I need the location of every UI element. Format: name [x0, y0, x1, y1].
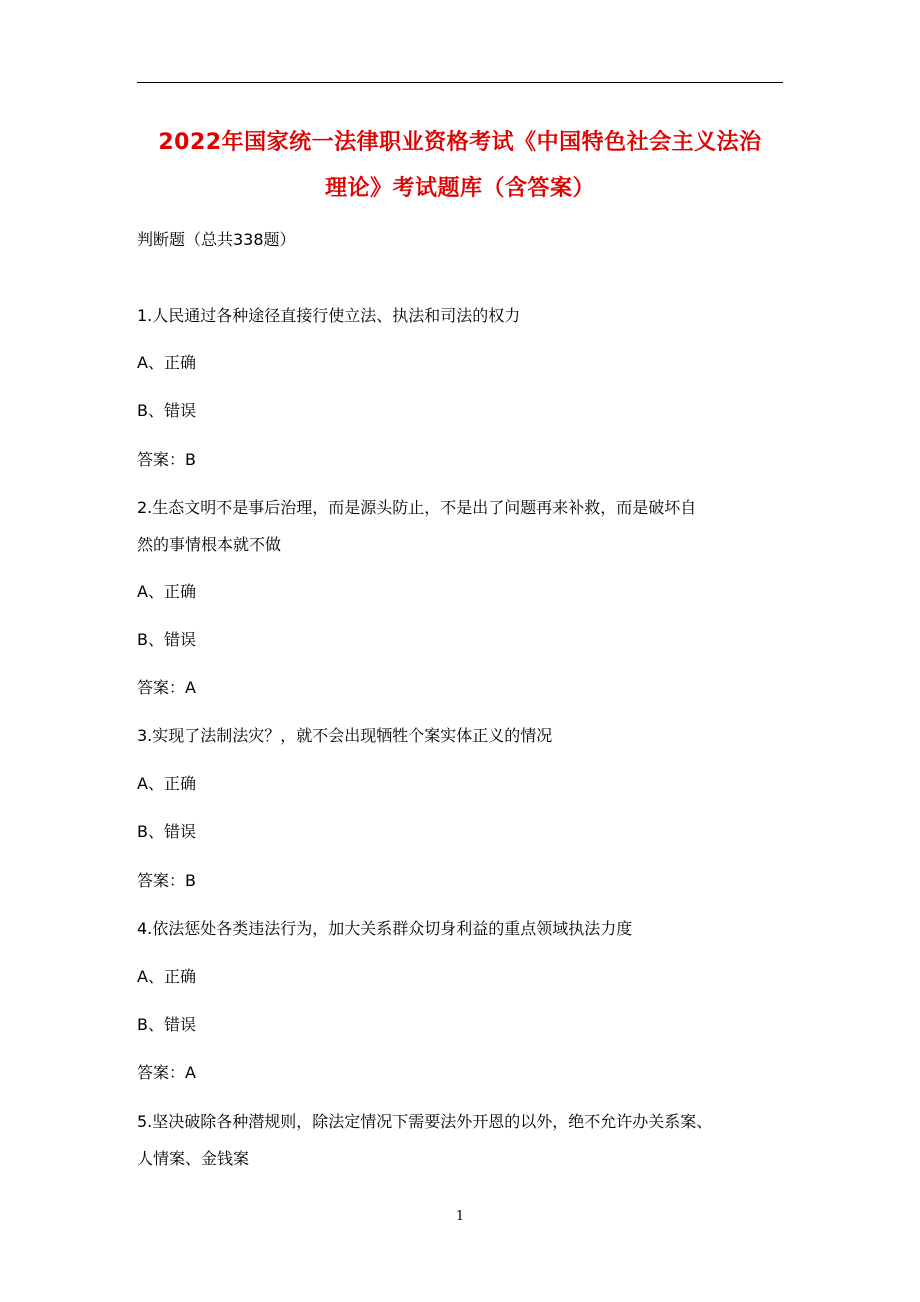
document-title-line-2: 理论》考试题库（含答案） [324, 176, 595, 201]
page-number: 1 [455, 1209, 465, 1224]
question-5-text-line-2: 人情案、金钱案 [137, 1149, 250, 1168]
question-1-option-b: B、错误 [137, 401, 196, 420]
question-2-option-a: A、正确 [137, 582, 196, 601]
question-1-text: 1.人民通过各种途径直接行使立法、执法和司法的权力 [137, 306, 521, 325]
question-1-option-a: A、正确 [137, 353, 196, 372]
question-3-option-b: B、错误 [137, 822, 196, 841]
question-4-option-b: B、错误 [137, 1015, 196, 1034]
question-3-text: 3.实现了法制法灾？，就不会出现牺牲个案实体正义的情况 [137, 726, 553, 745]
question-4-answer: 答案：A [137, 1063, 196, 1082]
question-2-text-line-1: 2.生态文明不是事后治理，而是源头防止，不是出了问题再来补救，而是破坏自 [137, 498, 697, 517]
header-rule [137, 82, 783, 83]
question-2-text-line-2: 然的事情根本就不做 [137, 535, 282, 554]
section-heading: 判断题（总共338题） [137, 230, 296, 249]
question-4-option-a: A、正确 [137, 967, 196, 986]
question-2-answer: 答案：A [137, 678, 196, 697]
question-5-text-line-1: 5.坚决破除各种潜规则，除法定情况下需要法外开恩的以外，绝不允许办关系案、 [137, 1112, 713, 1131]
question-1-answer: 答案：B [137, 450, 196, 469]
question-3-option-a: A、正确 [137, 774, 196, 793]
document-title-line-1: 2022年国家统一法律职业资格考试《中国特色社会主义法治 [158, 130, 762, 155]
question-4-text: 4.依法惩处各类违法行为，加大关系群众切身利益的重点领域执法力度 [137, 919, 633, 938]
question-2-option-b: B、错误 [137, 630, 196, 649]
question-3-answer: 答案：B [137, 871, 196, 890]
